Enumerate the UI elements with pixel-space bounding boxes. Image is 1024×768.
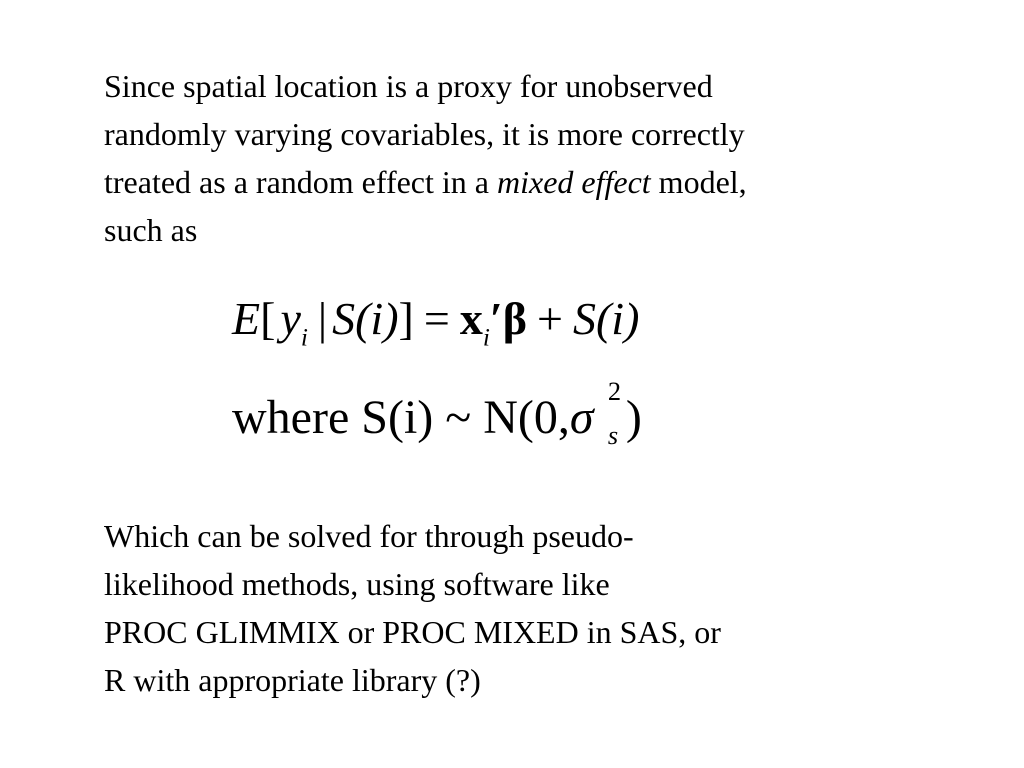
eq-close-bracket: ] xyxy=(398,293,414,344)
eq-beta: β xyxy=(502,293,528,344)
eq2-sigma-sub: s xyxy=(607,420,619,450)
intro-line-3 xyxy=(104,158,747,206)
eq-prime: ′ xyxy=(489,293,503,344)
intro-line-1: Since spatial location is a proxy for unobserved xyxy=(104,68,713,104)
intro-line-3-end: model, xyxy=(650,164,747,200)
eq2-text: where S(i) ~ N(0, xyxy=(232,391,570,444)
solution-line-4: R with appropriate library (?) xyxy=(104,662,481,698)
mixed-effect-term: mixed effect xyxy=(496,164,651,200)
eq-x-subscript: i xyxy=(482,323,490,352)
eq-s2: S xyxy=(572,293,596,344)
eq2-close: ) xyxy=(625,391,642,444)
eq2-sigma: σ xyxy=(569,391,594,444)
eq-y-subscript: i xyxy=(300,323,308,352)
eq-s: S xyxy=(332,293,356,344)
eq-open-bracket: [ xyxy=(260,293,276,344)
eq-y: y xyxy=(280,293,301,344)
solution-line-3: PROC GLIMMIX or PROC MIXED in SAS, or xyxy=(104,614,721,650)
solution-paragraph xyxy=(104,512,721,704)
eq-s-arg: (i) xyxy=(355,293,399,344)
intro-line-3-start: treated as a random effect in a xyxy=(104,164,497,200)
solution-line-2: likelihood methods, using software like xyxy=(104,566,610,602)
sigma-term xyxy=(569,376,622,450)
solution-line-1: Which can be solved for through pseudo- xyxy=(104,518,634,554)
distribution-equation xyxy=(232,376,642,450)
eq-equals: = xyxy=(423,293,450,344)
intro-line-2: randomly varying covariables, it is more correctly xyxy=(104,116,745,152)
eq-conditional-bar: | xyxy=(317,293,328,344)
eq-s2-arg: (i) xyxy=(595,293,640,344)
eq-expectation: E xyxy=(232,293,261,344)
model-equation xyxy=(232,292,639,352)
intro-paragraph xyxy=(104,62,747,254)
eq-plus: + xyxy=(537,293,563,344)
eq-x: x xyxy=(459,293,483,344)
eq2-sigma-sup: 2 xyxy=(607,376,622,406)
intro-line-4: such as xyxy=(104,212,198,248)
